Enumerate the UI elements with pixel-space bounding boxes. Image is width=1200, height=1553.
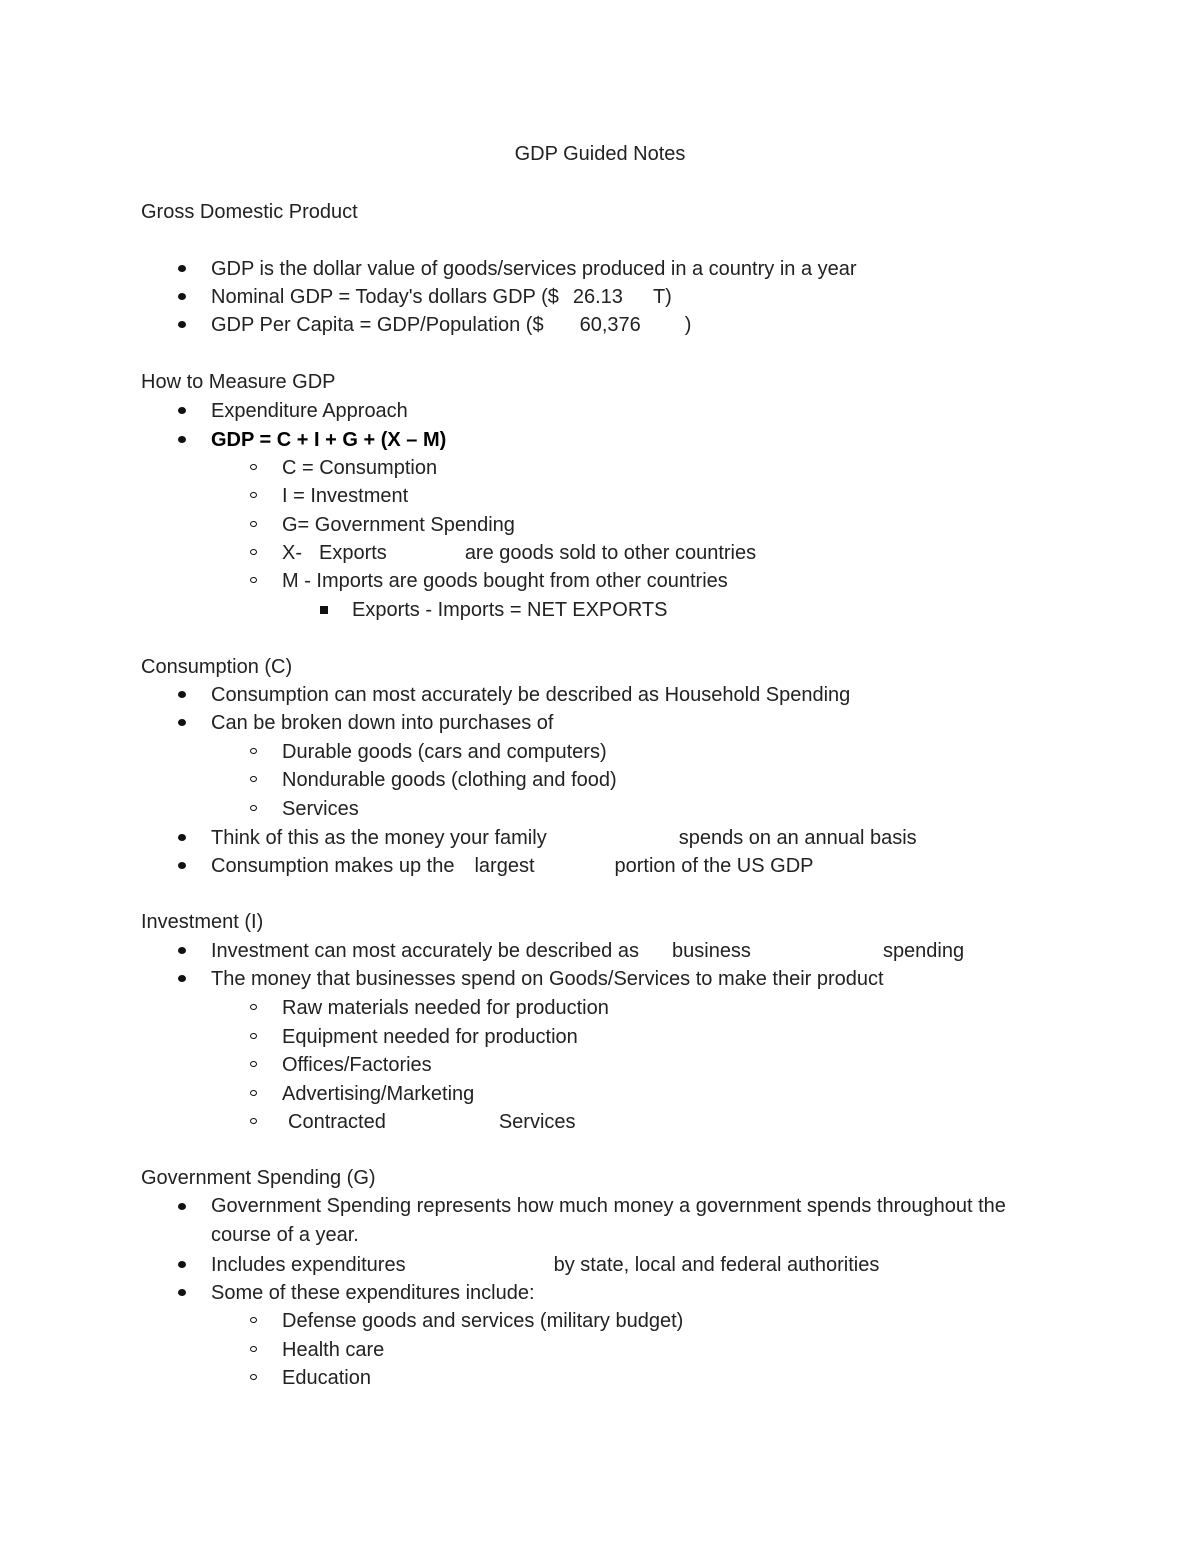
section-heading-investment: Investment (I) [141,911,264,933]
list-item [211,312,691,338]
section-heading-measure: How to Measure GDP [141,371,336,393]
circle-bullet-icon [250,1374,257,1380]
circle-bullet-icon [250,1004,257,1010]
circle-bullet-icon [250,492,257,498]
circle-bullet-icon [250,577,257,583]
list-item: Can be broken down into purchases of [211,712,554,734]
circle-bullet-icon [250,1090,257,1096]
expenditures-text: Includes expenditures [211,1254,406,1276]
list-item: I = Investment [282,485,409,507]
consumption-share-text: Consumption makes up the [211,855,455,877]
investment-definition-text: Investment can most accurately be described as [211,940,639,962]
list-item: Offices/Factories [282,1054,432,1076]
investment-definition-fill: business [672,940,751,962]
exports-definition: are goods sold to other countries [464,542,757,564]
list-item [211,825,917,851]
bullet-icon [178,1203,186,1210]
list-item [211,284,672,310]
section-heading-gdp: Gross Domestic Product [141,201,358,223]
circle-bullet-icon [250,1346,257,1352]
list-item: Defense goods and services (military budget) [282,1310,684,1332]
list-item [211,938,964,964]
list-item: Advertising/Marketing [282,1083,475,1105]
investment-definition-suffix: spending [882,940,965,962]
list-item: Education [282,1367,371,1389]
family-spending-text: Think of this as the money your family [211,827,547,849]
list-item: M - Imports are goods bought from other countries [282,570,728,592]
bullet-icon [178,947,186,954]
contracted-suffix: Services [498,1111,576,1133]
list-item: G= Government Spending [282,514,515,536]
list-item [211,853,813,879]
list-item: Exports - Imports = NET EXPORTS [352,599,668,621]
bullet-icon [178,1261,186,1268]
circle-bullet-icon [250,776,257,782]
circle-bullet-icon [250,464,257,470]
list-item: GDP is the dollar value of goods/services produced in a country in a year [211,258,857,280]
bullet-icon [178,834,186,841]
bullet-icon [178,407,186,414]
bullet-icon [178,719,186,726]
bullet-icon [178,975,186,982]
list-item: Equipment needed for production [282,1026,578,1048]
list-item: Services [282,798,359,820]
consumption-share-suffix: portion of the US GDP [614,855,814,877]
nominal-gdp-value: 26.13 [572,286,623,308]
list-item: Consumption can most accurately be described as Household Spending [211,684,851,706]
exports-fill: Exports [319,542,387,564]
bullet-icon [178,436,186,443]
expenditures-suffix: by state, local and federal authorities [553,1254,880,1276]
circle-bullet-icon [250,1061,257,1067]
nominal-gdp-unit: T) [652,286,672,308]
bullet-icon [178,321,186,328]
section-heading-consumption: Consumption (C) [141,656,293,678]
bullet-icon [178,293,186,300]
bullet-icon [178,862,186,869]
list-item: Some of these expenditures include: [211,1282,535,1304]
circle-bullet-icon [250,1033,257,1039]
list-item: Durable goods (cars and computers) [282,741,607,763]
list-item: Expenditure Approach [211,400,408,422]
square-bullet-icon [320,606,328,614]
document-title: GDP Guided Notes [514,143,686,165]
list-item: Government Spending represents how much money a government spends throughout the course of a year. [211,1195,1006,1246]
circle-bullet-icon [250,805,257,811]
list-item: Health care [282,1339,385,1361]
list-item: The money that businesses spend on Goods/Services to make their product [211,968,884,990]
gdp-formula: GDP = C + I + G + (X – M) [211,429,447,451]
bullet-icon [178,691,186,698]
gdp-per-capita-close: ) [684,314,692,336]
bullet-icon [178,1289,186,1296]
circle-bullet-icon [250,549,257,555]
family-spending-suffix: spends on an annual basis [678,827,917,849]
circle-bullet-icon [250,1317,257,1323]
circle-bullet-icon [250,748,257,754]
list-item: Raw materials needed for production [282,997,609,1019]
nominal-gdp-label: Nominal GDP = Today's dollars GDP ($ [211,286,559,308]
section-heading-government: Government Spending (G) [141,1167,376,1189]
gdp-per-capita-label: GDP Per Capita = GDP/Population ($ [211,314,544,336]
list-item: Nondurable goods (clothing and food) [282,769,617,791]
list-item: C = Consumption [282,457,438,479]
circle-bullet-icon [250,521,257,527]
consumption-share-fill: largest [474,855,535,877]
gdp-per-capita-value: 60,376 [579,314,641,336]
list-item [282,540,756,566]
circle-bullet-icon [250,1118,257,1124]
exports-label: X- [282,542,302,564]
contracted-fill: Contracted [288,1111,386,1133]
list-item [211,1252,879,1278]
list-item [282,1109,576,1135]
bullet-icon [178,265,186,272]
